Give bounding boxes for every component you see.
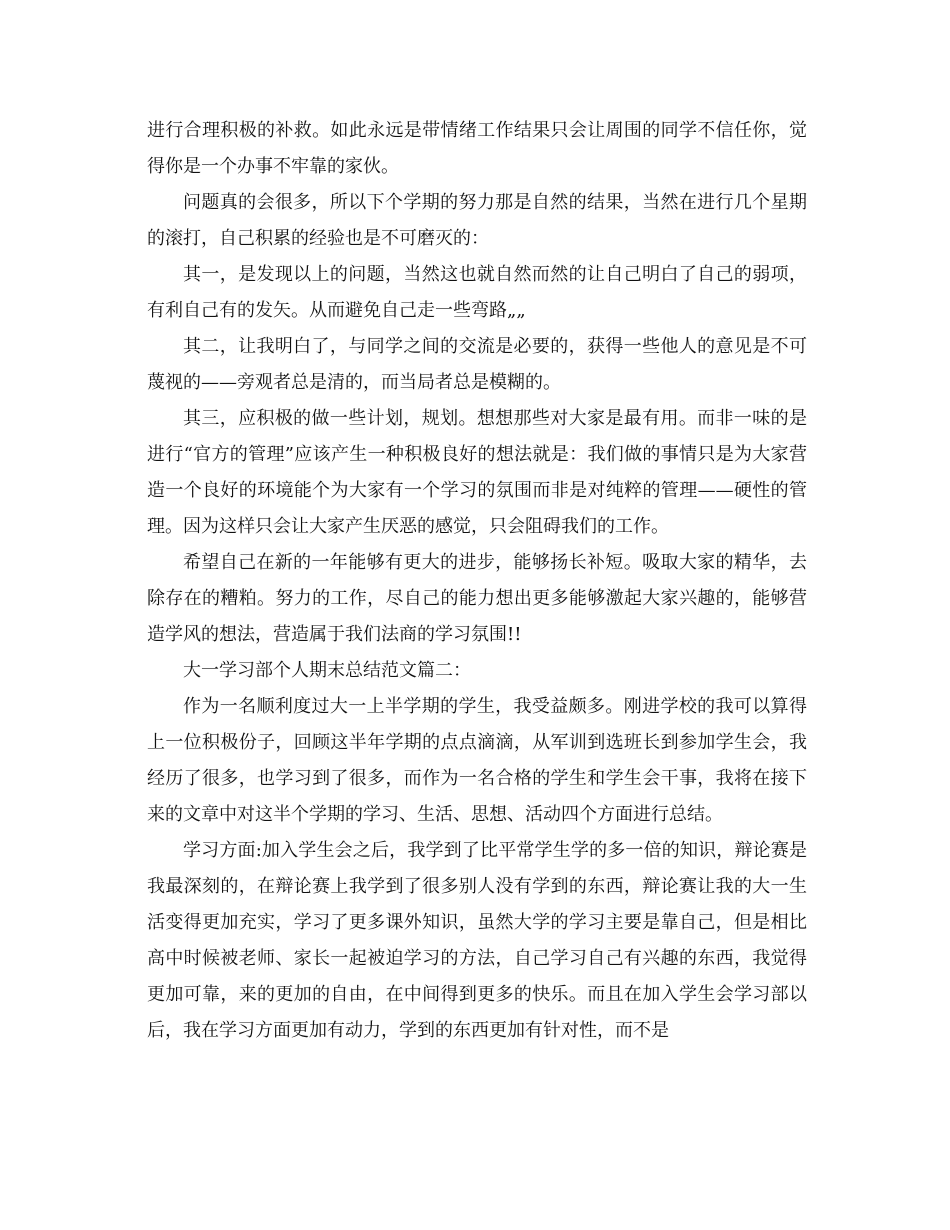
paragraph-5: 其三，应积极的做一些计划，规划。想想那些对大家是最有用。而非一味的是进行“官方的管理”应该产生一种积极良好的想法就是：我们做的事情只是为大家营造一个良好的环境能个为大家有一个学习的氛围而非是对纯粹的管理——硬性的管理。因为这样只会让大家产生厌恶的感觉，只会阻碍我们的工作。 [147, 408, 807, 537]
paragraph-8: 学习方面:加入学生会之后，我学到了比平常学生学的多一倍的知识，辩论赛是我最深刻的，在辩论赛上我学到了很多别人没有学到的东西，辩论赛让我的大一生活变得更加充实，学习了更多课外知识，虽然大学的学习主要是靠自己，但是相比高中时候被老师、家长一起被迫学习的方法，自己学习自己有兴趣的东西，我觉得更加可靠，来的更加的自由，在中间得到更多的快乐。而且在加入学生会学习部以后，我在学习方面更加有动力，学到的东西更加有针对性，而不是 [147, 840, 807, 1041]
paragraph-3: 其一，是发现以上的问题，当然这也就自然而然的让自己明白了自己的弱项，有利自己有的发矢。从而避免自己走一些弯路„„ [147, 264, 807, 321]
paragraph-1: 进行合理积极的补救。如此永远是带情绪工作结果只会让周围的同学不信任你，觉得你是一个办事不牢靠的家伙。 [147, 120, 807, 177]
paragraph-2: 问题真的会很多，所以下个学期的努力那是自然的结果，当然在进行几个星期的滚打，自己积累的经验也是不可磨灭的： [147, 192, 807, 249]
section-heading: 大一学习部个人期末总结范文篇二： [183, 660, 471, 681]
paragraph-6: 希望自己在新的一年能够有更大的进步，能够扬长补短。吸取大家的精华，去除存在的糟粕。努力的工作，尽自己的能力想出更多能够激起大家兴趣的，能够营造学风的想法，营造属于我们法商的学习氛围!! [147, 552, 807, 645]
paragraph-4: 其二，让我明白了，与同学之间的交流是必要的，获得一些他人的意见是不可蔑视的——旁观者总是清的，而当局者总是模糊的。 [147, 336, 807, 393]
document-body [147, 113, 807, 1049]
paragraph-7: 作为一名顺利度过大一上半学期的学生，我受益颇多。刚进学校的我可以算得上一位积极份子，回顾这半年学期的点点滴滴，从军训到选班长到参加学生会，我经历了很多，也学习到了很多，而作为一名合格的学生和学生会干事，我将在接下来的文章中对这半个学期的学习、生活、思想、活动四个方面进行总结。 [147, 696, 807, 825]
